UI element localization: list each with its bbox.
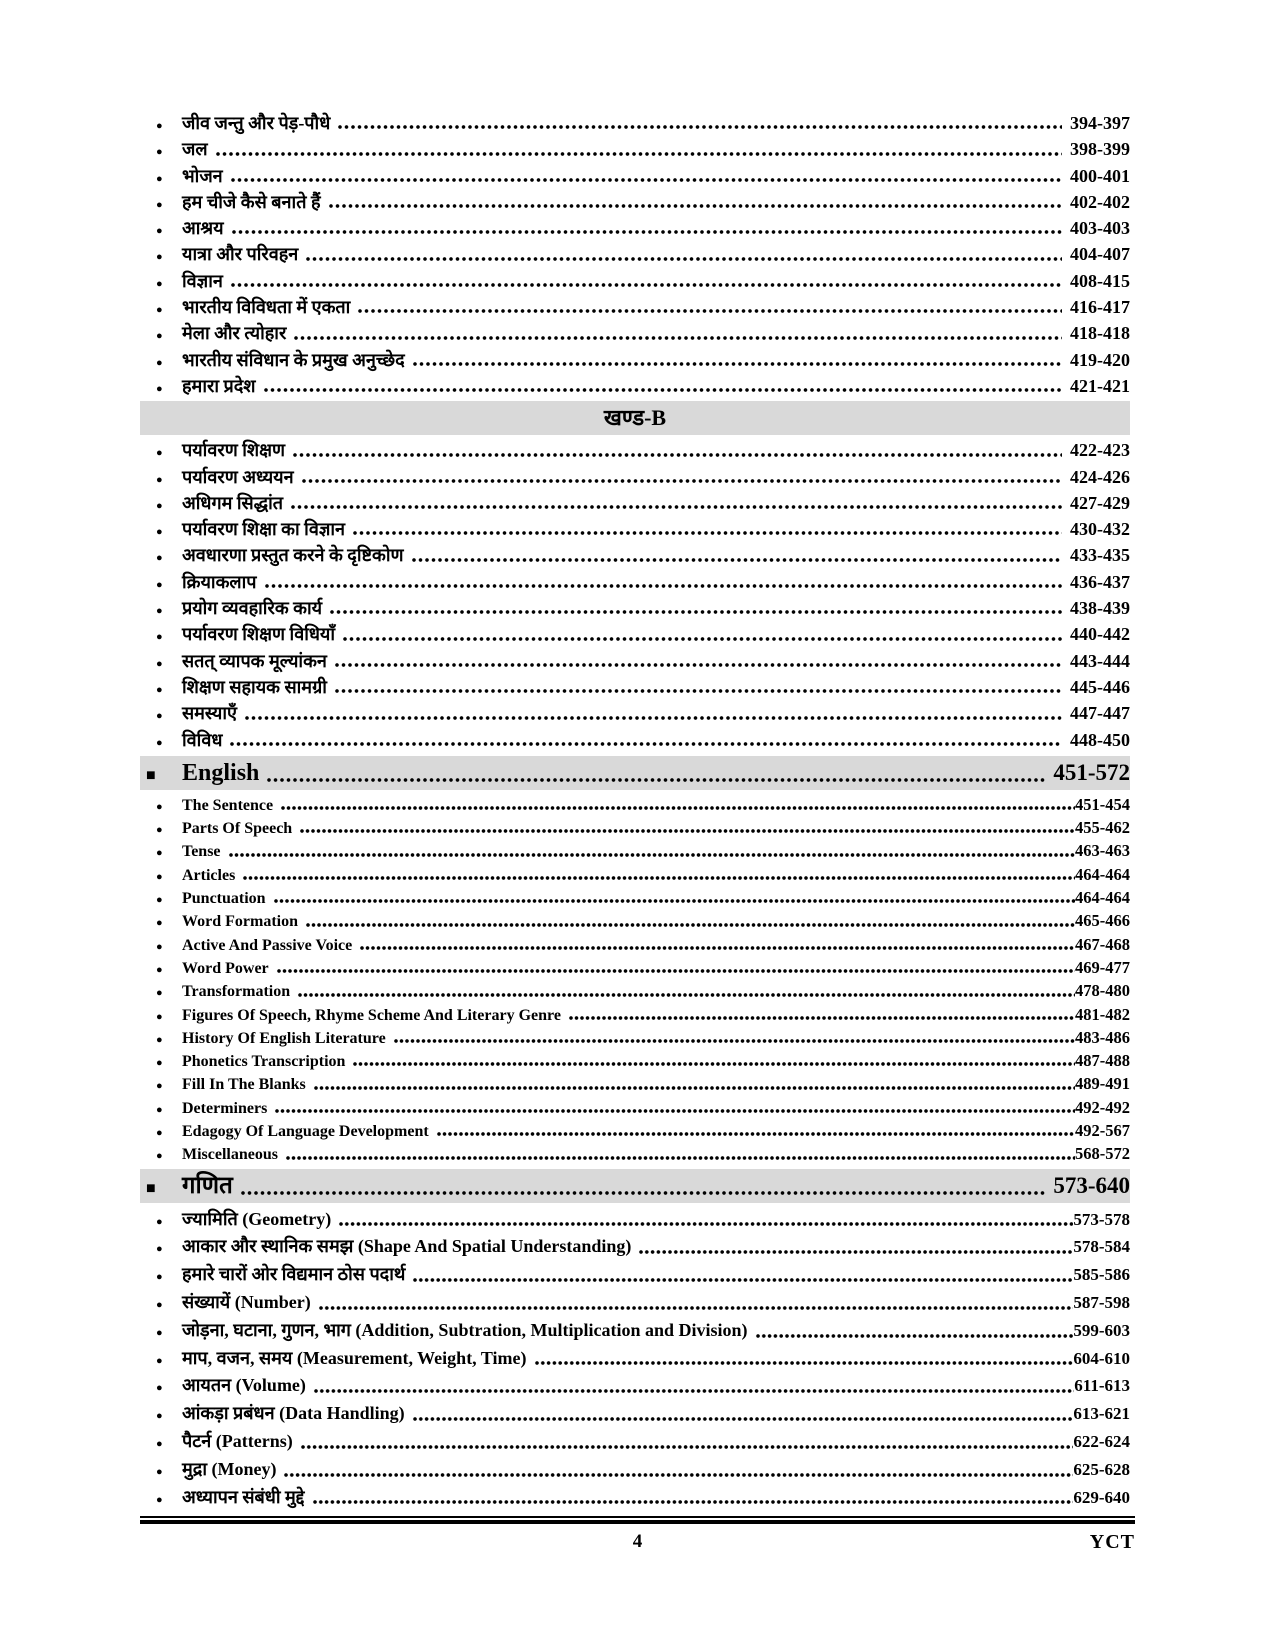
toc-entry: [140, 1142, 1130, 1165]
round-bullet-icon: ●: [156, 1326, 163, 1339]
round-bullet-icon: ●: [156, 198, 163, 211]
toc-entry: [140, 909, 1130, 932]
toc-entry-pages: 404-407: [1070, 244, 1130, 265]
dotted-leader: [285, 1155, 1075, 1161]
dotted-leader: [412, 361, 1062, 367]
round-bullet-icon: ●: [156, 1080, 163, 1093]
round-bullet-icon: ●: [156, 1382, 163, 1395]
toc-entry-label: समस्याएँ: [182, 703, 237, 724]
toc-entry-label: विविध: [182, 729, 223, 750]
toc-entry-label: प्रयोग व्यवहारिक कार्य: [182, 598, 323, 619]
page-footer: [140, 1516, 1135, 1554]
toc-entry: [140, 1400, 1130, 1428]
toc-entry: [140, 136, 1130, 162]
toc-entry-pages: 629-640: [1073, 1487, 1130, 1507]
toc-entry-label: हमारे चारों ओर विद्यमान ठोस पदार्थ: [182, 1264, 406, 1285]
round-bullet-icon: ●: [156, 499, 163, 512]
round-bullet-icon: ●: [156, 1298, 163, 1311]
toc-entry: [140, 569, 1130, 595]
toc-entry-label: The Sentence: [182, 796, 274, 814]
round-bullet-icon: ●: [156, 330, 163, 343]
round-bullet-icon: ●: [156, 657, 163, 670]
toc-entry-label: विज्ञान: [182, 270, 223, 291]
toc-entry-label: सतत् व्यापक मूल्यांकन: [182, 650, 327, 671]
dotted-leader: [292, 452, 1062, 458]
dotted-leader: [755, 1333, 1074, 1339]
toc-entry-label: History Of English Literature: [182, 1029, 386, 1047]
dotted-leader: [412, 1416, 1074, 1422]
toc-entry: [140, 595, 1130, 621]
dotted-leader: [228, 852, 1075, 858]
dotted-leader: [312, 1499, 1074, 1505]
toc-entry-label: क्रियाकलाप: [182, 571, 257, 592]
round-bullet-icon: ●: [156, 447, 163, 460]
round-bullet-icon: ●: [156, 526, 163, 539]
toc-entry: [140, 320, 1130, 346]
toc-entry-pages: 394-397: [1070, 113, 1130, 133]
toc-entry: [140, 1233, 1130, 1261]
toc-entry-label: भारतीय संविधान के प्रमुख अनुच्छेद: [182, 349, 405, 370]
toc-entry-label: Edagogy Of Language Development: [182, 1122, 429, 1140]
toc-entry-pages: 487-488: [1075, 1051, 1130, 1071]
round-bullet-icon: ●: [156, 1150, 163, 1163]
toc-entry-label: भारतीय विविधता में एकता: [182, 297, 351, 318]
round-bullet-icon: ●: [156, 120, 163, 132]
toc-entry-pages: 467-468: [1075, 934, 1130, 954]
dotted-leader: [305, 922, 1075, 928]
section-header: [140, 756, 1130, 790]
dotted-leader: [568, 1015, 1075, 1021]
round-bullet-icon: ●: [156, 1437, 163, 1450]
round-bullet-icon: ●: [156, 1033, 163, 1046]
toc-entry-label: आंकड़ा प्रबंधन (Data Handling): [182, 1403, 405, 1424]
square-bullet-icon: ■: [146, 1179, 156, 1197]
round-bullet-icon: ●: [156, 1010, 163, 1023]
toc-block: [140, 793, 1130, 1166]
dotted-leader: [357, 308, 1062, 314]
toc-entry: [140, 674, 1130, 700]
toc-entry-pages: 447-447: [1070, 703, 1130, 724]
dotted-leader: [318, 1305, 1074, 1311]
section-header: [140, 1169, 1130, 1203]
round-bullet-icon: ●: [156, 847, 163, 860]
toc-entry-pages: 622-624: [1073, 1431, 1130, 1451]
dotted-leader: [301, 478, 1062, 484]
dotted-leader: [215, 151, 1062, 157]
toc-entry-pages: 478-480: [1075, 981, 1130, 1001]
toc-entry-label: आयतन (Volume): [182, 1375, 306, 1396]
toc-entry: [140, 886, 1130, 909]
round-bullet-icon: ●: [156, 631, 163, 644]
section-pages: 451-572: [1053, 759, 1130, 785]
toc-entry: [140, 956, 1130, 979]
dotted-leader: [534, 1360, 1074, 1366]
toc-entry-pages: 481-482: [1075, 1004, 1130, 1024]
toc-entry-label: Determiners: [182, 1099, 268, 1117]
round-bullet-icon: ●: [156, 917, 163, 930]
round-bullet-icon: ●: [156, 1215, 163, 1228]
round-bullet-icon: ●: [156, 277, 163, 290]
toc-entry: [140, 621, 1130, 647]
toc-entry-pages: 492-567: [1075, 1120, 1130, 1140]
toc-entry-pages: 408-415: [1070, 270, 1130, 291]
round-bullet-icon: ●: [156, 146, 163, 159]
part-header-label: खण्ड-B: [603, 405, 667, 431]
toc-entry-label: मेला और त्योहार: [182, 323, 287, 344]
dotted-leader: [276, 968, 1075, 974]
dotted-leader: [329, 609, 1062, 615]
toc-entry-pages: 416-417: [1070, 297, 1130, 318]
toc-entry-label: Word Formation: [182, 913, 298, 931]
toc-entry: [140, 464, 1130, 490]
dotted-leader: [263, 387, 1062, 393]
round-bullet-icon: ●: [156, 1103, 163, 1116]
dotted-leader: [305, 256, 1062, 262]
toc-entry-pages: 585-586: [1073, 1265, 1130, 1285]
toc-entry-label: Fill In The Blanks: [182, 1076, 306, 1094]
toc-entry-pages: 433-435: [1070, 545, 1130, 566]
toc-entry: [140, 1003, 1130, 1026]
round-bullet-icon: ●: [156, 552, 163, 565]
toc-entry-pages: 438-439: [1070, 598, 1130, 619]
toc-entry-label: Miscellaneous: [182, 1146, 278, 1164]
round-bullet-icon: ●: [156, 870, 163, 883]
round-bullet-icon: ●: [156, 987, 163, 1000]
toc-entry-pages: 419-420: [1070, 349, 1130, 370]
toc-entry-pages: 418-418: [1070, 323, 1130, 344]
toc-entry: [140, 241, 1130, 267]
toc-entry-pages: 599-603: [1073, 1320, 1130, 1340]
round-bullet-icon: ●: [156, 225, 163, 238]
toc-entry: [140, 979, 1130, 1002]
dotted-leader: [337, 124, 1062, 130]
toc-entry-label: पर्यावरण अध्ययन: [182, 466, 294, 487]
toc-entry-pages: 464-464: [1075, 864, 1130, 884]
round-bullet-icon: ●: [156, 1493, 163, 1506]
toc-entry-pages: 489-491: [1075, 1074, 1130, 1094]
toc-entry-pages: 611-613: [1074, 1376, 1130, 1396]
toc-entry-pages: 613-621: [1073, 1404, 1130, 1424]
toc-entry: [140, 1372, 1130, 1400]
dotted-leader: [293, 335, 1062, 341]
toc-entry-label: आश्रय: [182, 218, 224, 239]
toc-entry: [140, 1096, 1130, 1119]
footer-rule: [140, 1516, 1135, 1524]
toc-entry: [140, 189, 1130, 215]
toc-entry-label: जीव जन्तु और पेड़-पौधे: [182, 113, 331, 133]
toc-entry-pages: 398-399: [1070, 139, 1130, 160]
toc-entry: [140, 1428, 1130, 1456]
dotted-leader: [300, 1444, 1074, 1450]
round-bullet-icon: ●: [156, 605, 163, 618]
toc-entry-pages: 430-432: [1070, 519, 1130, 540]
dotted-leader: [244, 715, 1062, 721]
toc-entry-pages: 421-421: [1070, 375, 1130, 396]
dotted-leader: [240, 1190, 1047, 1196]
toc-entry-pages: 573-578: [1073, 1209, 1130, 1229]
table-of-contents: [140, 110, 1130, 1511]
toc-entry: [140, 268, 1130, 294]
dotted-leader: [638, 1249, 1073, 1255]
toc-entry-pages: 424-426: [1070, 466, 1130, 487]
toc-entry: [140, 1484, 1130, 1512]
dotted-leader: [283, 1472, 1073, 1478]
toc-entry-label: हम चीजे कैसे बनाते हैं: [182, 191, 321, 212]
toc-entry-pages: 400-401: [1070, 165, 1130, 186]
toc-entry: [140, 933, 1130, 956]
toc-entry: [140, 373, 1130, 399]
dotted-leader: [338, 1221, 1073, 1227]
toc-entry-label: ज्यामिति (Geometry): [182, 1208, 332, 1229]
dotted-leader: [274, 1108, 1075, 1114]
round-bullet-icon: ●: [156, 1410, 163, 1423]
toc-entry-pages: 625-628: [1073, 1459, 1130, 1479]
toc-entry: [140, 542, 1130, 568]
toc-entry-label: जल: [182, 139, 208, 160]
dotted-leader: [328, 203, 1062, 209]
toc-entry-pages: 587-598: [1073, 1292, 1130, 1312]
toc-entry: [140, 1345, 1130, 1373]
round-bullet-icon: ●: [156, 683, 163, 696]
round-bullet-icon: ●: [156, 578, 163, 591]
round-bullet-icon: ●: [156, 824, 163, 837]
toc-entry: [140, 215, 1130, 241]
dotted-leader: [266, 777, 1046, 783]
toc-entry-label: Figures Of Speech, Rhyme Scheme And Literary Genre: [182, 1006, 561, 1024]
section-title: गणित: [182, 1172, 233, 1199]
dotted-leader: [242, 875, 1075, 881]
toc-entry-label: भोजन: [182, 165, 223, 186]
toc-entry: [140, 294, 1130, 320]
round-bullet-icon: ●: [156, 172, 163, 185]
round-bullet-icon: ●: [156, 1271, 163, 1284]
toc-entry-pages: 568-572: [1075, 1144, 1130, 1164]
dotted-leader: [229, 741, 1062, 747]
round-bullet-icon: ●: [156, 1465, 163, 1478]
toc-entry-label: पर्यावरण शिक्षा का विज्ञान: [182, 519, 346, 540]
toc-entry: [140, 1026, 1130, 1049]
toc-entry: [140, 648, 1130, 674]
toc-entry-pages: 463-463: [1075, 841, 1130, 861]
toc-entry-label: जोड़ना, घटाना, गुणन, भाग (Addition, Subtration, Multiplication and Division): [182, 1319, 748, 1340]
dotted-leader: [393, 1038, 1075, 1044]
dotted-leader: [230, 177, 1062, 183]
toc-entry-label: आकार और स्थानिक समझ (Shape And Spatial Understanding): [182, 1236, 632, 1257]
toc-entry-pages: 436-437: [1070, 571, 1130, 592]
toc-entry: [140, 490, 1130, 516]
toc-entry-label: Parts Of Speech: [182, 820, 293, 838]
toc-entry: [140, 1049, 1130, 1072]
dotted-leader: [264, 583, 1062, 589]
toc-entry-label: अधिगम सिद्धांत: [182, 492, 284, 513]
toc-entry-label: Transformation: [182, 983, 291, 1001]
toc-entry: [140, 700, 1130, 726]
toc-entry: [140, 793, 1130, 816]
dotted-leader: [231, 229, 1062, 235]
round-bullet-icon: ●: [156, 894, 163, 907]
dotted-leader: [334, 688, 1062, 694]
toc-entry: [140, 839, 1130, 862]
toc-entry-label: पर्यावरण शिक्षण विधियाँ: [182, 624, 336, 645]
dotted-leader: [411, 557, 1062, 563]
toc-entry-pages: 427-429: [1070, 492, 1130, 513]
toc-entry-pages: 403-403: [1070, 218, 1130, 239]
dotted-leader: [280, 805, 1075, 811]
toc-entry-pages: 578-584: [1073, 1237, 1130, 1257]
brand-label: YCT: [1089, 1531, 1135, 1553]
dotted-leader: [352, 1061, 1075, 1067]
square-bullet-icon: ■: [146, 766, 156, 784]
toc-entry-pages: 604-610: [1073, 1348, 1130, 1368]
toc-entry: [140, 1317, 1130, 1345]
toc-entry: [140, 110, 1130, 136]
toc-entry-label: यात्रा और परिवहन: [182, 244, 299, 265]
toc-entry-pages: 402-402: [1070, 191, 1130, 212]
toc-entry-label: संख्यायें (Number): [182, 1291, 311, 1312]
toc-entry-pages: 469-477: [1075, 957, 1130, 977]
toc-entry-label: हमारा प्रदेश: [182, 375, 256, 396]
toc-entry-pages: 443-444: [1070, 650, 1130, 671]
round-bullet-icon: ●: [156, 800, 163, 813]
toc-entry-label: मुद्रा (Money): [182, 1458, 277, 1479]
dotted-leader: [352, 530, 1062, 536]
toc-entry-pages: 455-462: [1075, 818, 1130, 838]
toc-entry-pages: 451-454: [1075, 794, 1130, 814]
toc-entry: [140, 516, 1130, 542]
dotted-leader: [290, 504, 1062, 510]
round-bullet-icon: ●: [156, 473, 163, 486]
toc-entry: [140, 727, 1130, 753]
round-bullet-icon: ●: [156, 1126, 163, 1139]
page-number: 4: [632, 1531, 643, 1552]
section-pages: 573-640: [1053, 1172, 1130, 1198]
round-bullet-icon: ●: [156, 710, 163, 723]
toc-entry-label: अवधारणा प्रस्तुत करने के दृष्टिकोण: [182, 545, 404, 566]
toc-entry-label: शिक्षण सहायक सामग्री: [182, 676, 327, 697]
toc-entry: [140, 437, 1130, 463]
toc-block: [140, 1206, 1130, 1512]
toc-entry-pages: 445-446: [1070, 676, 1130, 697]
round-bullet-icon: ●: [156, 382, 163, 395]
toc-entry-label: Active And Passive Voice: [182, 936, 353, 954]
section-title: English: [182, 759, 260, 786]
round-bullet-icon: ●: [156, 1354, 163, 1367]
toc-entry-pages: 440-442: [1070, 624, 1130, 645]
toc-entry: [140, 1261, 1130, 1289]
round-bullet-icon: ●: [156, 304, 163, 317]
dotted-leader: [230, 282, 1062, 288]
toc-entry-pages: 464-464: [1075, 888, 1130, 908]
toc-entry-label: पैटर्न (Patterns): [182, 1430, 293, 1451]
toc-entry: [140, 816, 1130, 839]
toc-entry-pages: 492-492: [1075, 1097, 1130, 1117]
toc-entry-label: पर्यावरण शिक्षण: [182, 440, 286, 461]
toc-entry-label: Articles: [182, 866, 236, 884]
toc-entry: [140, 1206, 1130, 1234]
round-bullet-icon: ●: [156, 963, 163, 976]
toc-entry-label: Tense: [182, 843, 221, 861]
round-bullet-icon: ●: [156, 251, 163, 264]
toc-block: [140, 110, 1130, 399]
dotted-leader: [342, 636, 1062, 642]
round-bullet-icon: ●: [156, 1057, 163, 1070]
toc-entry-label: Punctuation: [182, 890, 266, 908]
toc-block: [140, 437, 1130, 753]
dotted-leader: [313, 1085, 1075, 1091]
toc-entry-pages: 422-423: [1070, 440, 1130, 461]
toc-entry-pages: 465-466: [1075, 911, 1130, 931]
part-header: [140, 401, 1130, 435]
round-bullet-icon: ●: [156, 940, 163, 953]
toc-entry: [140, 1456, 1130, 1484]
toc-entry: [140, 163, 1130, 189]
round-bullet-icon: ●: [156, 736, 163, 749]
dotted-leader: [334, 662, 1062, 668]
toc-entry: [140, 1289, 1130, 1317]
toc-entry: [140, 1119, 1130, 1142]
dotted-leader: [359, 945, 1075, 951]
dotted-leader: [436, 1131, 1075, 1137]
toc-entry-label: Phonetics Transcription: [182, 1053, 346, 1071]
toc-entry: [140, 1072, 1130, 1095]
footer-spacer: [140, 1531, 633, 1554]
dotted-leader: [273, 898, 1075, 904]
toc-entry-label: अध्यापन संबंधी मुद्दे: [182, 1486, 305, 1507]
toc-entry-pages: 483-486: [1075, 1027, 1130, 1047]
toc-entry: [140, 863, 1130, 886]
dotted-leader: [313, 1388, 1074, 1394]
dotted-leader: [412, 1277, 1073, 1283]
dotted-leader: [299, 828, 1075, 834]
toc-entry: [140, 347, 1130, 373]
toc-entry-pages: 448-450: [1070, 729, 1130, 750]
toc-entry-label: Word Power: [182, 959, 269, 977]
toc-entry-label: माप, वजन, समय (Measurement, Weight, Time): [182, 1347, 527, 1368]
round-bullet-icon: ●: [156, 356, 163, 369]
round-bullet-icon: ●: [156, 1243, 163, 1256]
dotted-leader: [297, 992, 1075, 998]
